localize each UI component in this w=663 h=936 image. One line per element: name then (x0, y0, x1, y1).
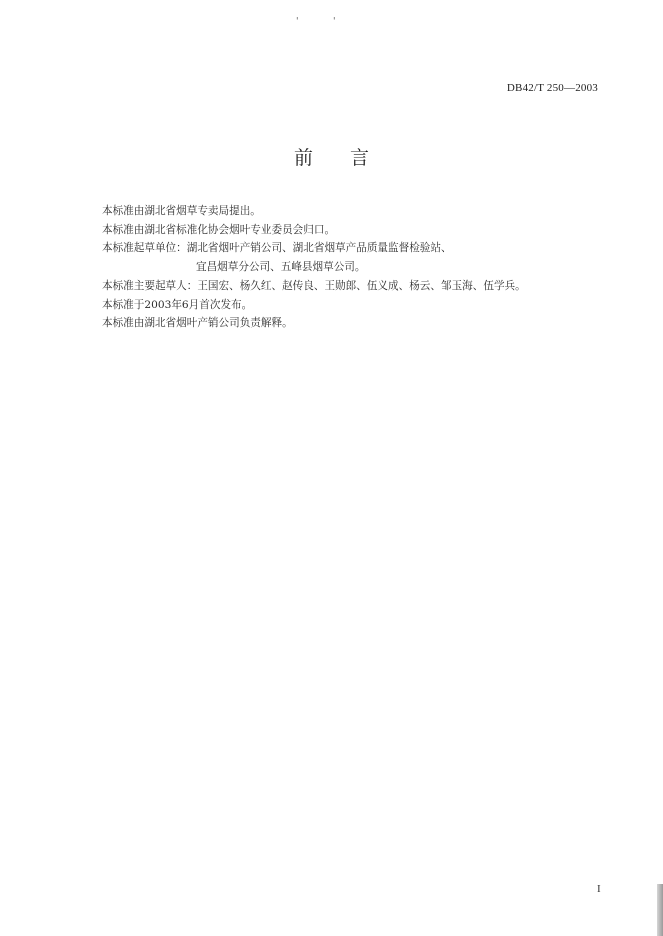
standard-number: DB42/T 250—2003 (506, 82, 598, 94)
title-char: 言 (350, 147, 370, 169)
foreword-line-release: 本标准于2003年6月首次发布。 (102, 298, 253, 311)
scan-mark: ' (333, 17, 336, 27)
foreword-line-drafting-units: 本标准起草单位：湖北省烟叶产销公司、湖北省烟草产品质量监督检验站、 (102, 242, 452, 255)
scan-mark: ' (296, 17, 299, 27)
foreword-body (102, 202, 602, 333)
foreword-line-interpretation: 本标准由湖北省烟叶产销公司负责解释。 (102, 317, 293, 330)
foreword-line-centralized: 本标准由湖北省标准化协会烟叶专业委员会归口。 (102, 223, 336, 236)
page-title (0, 143, 663, 170)
scan-edge-shadow (657, 884, 663, 936)
foreword-line-proposer: 本标准由湖北省烟草专卖局提出。 (102, 205, 261, 217)
page-number: I (597, 883, 601, 895)
foreword-line-drafting-units-cont: 宜昌烟草分公司、五峰县烟草公司。 (196, 261, 366, 274)
title-char: 前 (293, 147, 313, 169)
foreword-line-drafters: 本标准主要起草人：王国宏、杨久红、赵传良、王勋郎、伍义成、杨云、邹玉海、伍学兵。 (102, 279, 526, 292)
